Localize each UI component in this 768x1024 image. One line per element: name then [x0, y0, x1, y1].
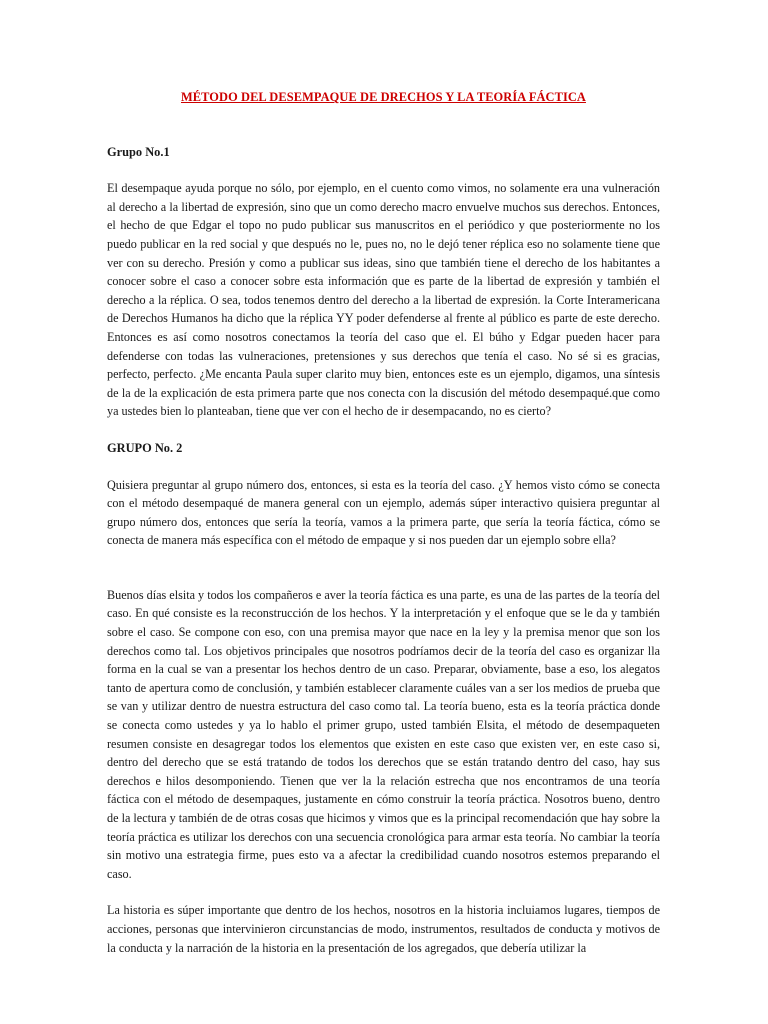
group-2-question-paragraph: Quisiera preguntar al grupo número dos, entonces, si esta es la teoría del caso. ¿Y hemos visto cómo se conecta con el método desempaqué de manera general con un ejemplo, además súper interactivo quisiera preguntar al grupo número dos, entonces que sería la teoría, vamos a la primera parte, que sería la teoría fáctica, cómo se conecta de manera más específica con el método de empaque y si nos pueden dar un ejemplo sobre ella? [107, 477, 660, 548]
group-2-heading: GRUPO No. 2 [107, 440, 183, 455]
group-2-history-paragraph: La historia es súper importante que dentro de los hechos, nosotros en la historia incluiamos lugares, tiempos de acciones, personas que intervinieron circunstancias de modo, instrumentos, resultados de conducta y motivos de la conducta y la narración de la historia en la presentación de los agregados, que debería utilizar la [107, 903, 660, 955]
group-1-paragraph: El desempaque ayuda porque no sólo, por ejemplo, en el cuento como vimos, no solamente era una vulneración al derecho a la libertad de expresión, sino que un como derecho macro envuelve muchos sus derechos. Entonces, el hecho de que Edgar el topo no pudo publicar sus manuscritos en el periódico y que posteriormente no los puedo publicar en la red social y que después no le, pues no, no le dejó tener réplica eso no solamente tiene que ver con su derecho. Presión y como a publicar sus ideas, sino que también tiene el derecho de los habitantes a conocer sobre el caso a conocer sobre esta información que es parte de la libertad de expresión y también el derecho a la réplica. O sea, todos tenemos dentro del derecho a la libertad de expresión. la Corte Interamericana de Derechos Humanos ha dicho que la réplica YY poder defenderse al frente al público es parte de este derecho. Entonces es así como nosotros conectamos la teoría del caso que el. El búho y Edgar pueden hacer para defenderse con todas las vulneraciones, pretensiones y sus derechos que tenía el caso. No sé si es gracias, perfecto, perfecto. ¿Me encanta Paula super clarito muy bien, entonces este es un ejemplo, digamos, una síntesis de la de la explicación de esta primera parte que nos conecta con la discusión del método desempaqué.que como ya ustedes bien lo planteaban, tiene que ver con el hecho de ir desempacando, no es cierto? [107, 181, 660, 419]
group-2-answer-paragraph: Buenos días elsita y todos los compañeros e aver la teoría fáctica es una parte, es una de las partes de la teoría del caso. En qué consiste es la reconstrucción de los hechos. Y la interpretación y el enfoque que se le da y también sobre el caso. Se compone con eso, con una premisa mayor que nace en la ley y la premisa menor que son los derechos como tal. Los objetivos principales que nosotros podríamos decir de la teoría del caso es organizar lla forma en la cual se van a presentar los hechos dentro de un caso. Preparar, obviamente, base a eso, los alegatos tanto de apertura como de conclusión, y también establecer claramente cuáles van a ser los medios de prueba que se van y utilizar dentro de nuestra estructura del caso como tal. La teoría bueno, esta es la teoría práctica donde se conecta como ustedes y ya lo hablo el primer grupo, usted también Elsita, el método de desempaqueten resumen consiste en desagregar todos los elementos que existen en este caso que existen ver, en este caso si, dentro del derecho que se está tratando de todos los derechos que se están tratando dentro del caso, hay sus derechos e hilos desomponiendo. Tienen que ver la la relación estrecha que nos encontramos de una teoría fáctica con el método de desempaques, justamente en cómo construir la teoría práctica. Nosotros bueno, dentro de la lectura y también de de otras cosas que hicimos y vimos que es la principal recomendación que hay sobre la teoría práctica es utilizar los derechos con una secuencia cronológica para armar esta teoría. No cambiar la teoría sin motivo una estrategia firme, pues esto va a afectar la credibilidad cuando nosotros estemos preparando el caso. [107, 587, 660, 881]
document-page [107, 88, 660, 957]
group-1-heading: Grupo No.1 [107, 144, 170, 159]
document-title: MÉTODO DEL DESEMPAQUE DE DRECHOS Y LA TEORÍA FÁCTICA [181, 90, 586, 104]
